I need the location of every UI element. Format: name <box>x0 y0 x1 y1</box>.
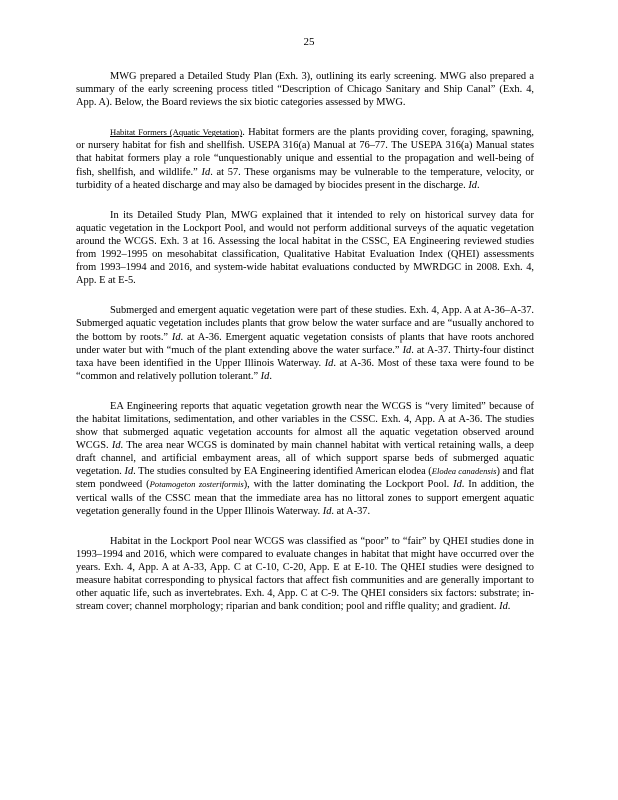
citation-id: Id <box>124 466 134 478</box>
paragraph-text: ), with the latter dominating the Lockport Pool. <box>243 479 454 491</box>
paragraph-text: . at A-36. Most of these taxa were found to be “common and relatively pollution tolerant.” <box>76 357 534 382</box>
paragraph-submerged-emergent <box>76 304 534 383</box>
paragraph-text: In its Detailed Study Plan, MWG explained that it intended to rely on historical survey data for aquatic vegetation in the Lockport Pool, and would not perform additional surveys of the aquatic vegetation around the WCGS. Exh. 3 at 16. Assessing the local habitat in the CSSC, EA Engineering reviewed studies from 1992–1995 on mesohabitat classification, Qualitative Habitat Evaluation Index (QHEI) assessments from 1993–1994 and 2016, and system-wide habitat evaluations conducted by MWRDGC in 2008. Exh. 4, App. E at E-5. <box>76 209 534 287</box>
paragraph-text: MWG prepared a Detailed Study Plan (Exh. 3), outlining its early screening. MWG also prepared a summary of the early screening process titled “Description of Chicago Sanitary and Ship Canal” (Exh. 4, App. A). Below, the Board reviews the six biotic categories assessed by MWG. <box>76 71 534 109</box>
paragraph-study-plan <box>76 70 534 109</box>
paragraph-text: . at 57. These organisms may be vulnerable to the temperature, velocity, or turbidity of a heated discharge and may also be damaged by biocides present in the discharge. <box>76 166 534 191</box>
paragraph-text: ) and flat stem pondweed ( <box>76 466 534 491</box>
section-heading: Habitat Formers (Aquatic Vegetation) <box>110 127 243 138</box>
paragraph-ea-engineering <box>76 400 534 518</box>
paragraph-text: . at A-36. Emergent aquatic vegetation consists of plants that have roots anchored under water but with “much of the plant extending above the water surface.” <box>76 331 534 356</box>
citation-id: Id <box>468 179 477 191</box>
citation-id: Id <box>111 440 121 452</box>
paragraph-text: . The area near WCGS is dominated by main channel habitat with vertical retaining walls, a deep draft channel, and artificial embayment areas, all of which support sparse beds of submerged aquatic vegetation. <box>76 440 534 478</box>
paragraph-habitat-formers <box>76 126 534 191</box>
citation-id: Id <box>171 331 181 343</box>
document-body <box>76 70 534 630</box>
citation-id: Id <box>322 505 332 517</box>
paragraph-text: . <box>507 601 511 613</box>
citation-id: Id <box>324 357 334 369</box>
paragraph-text: . Habitat formers are the plants providing cover, foraging, spawning, or nursery habitat for fish and shellfish. USEPA 316(a) Manual at 76–77. The USEPA 316(a) Manual states that habitat formers play a role “unquestionably unique and essential to the propagation and well-being of fish, shellfish, and wildlife.” <box>76 127 534 178</box>
citation-id: Id <box>402 344 412 356</box>
scientific-name: Elodea canadensis <box>431 466 497 477</box>
paragraph-historical-data <box>76 209 534 288</box>
paragraph-text: Habitat in the Lockport Pool near WCGS was classified as “poor” to “fair” by QHEI studies done in 1993–1994 and 2016, which were compared to evaluate changes in habitat that might have occurred over the years. Exh. 4, App. A at A-33, App. C at C-10, C-20, App. E at E-10. The QHEI studies were designed to measure habitat corresponding to physical factors that affect fish communities and are generally important to other aquatic life, such as invertebrates. Exh. 4, App. C at C-9. The QHEI considers six factors: substrate; in-stream cover; channel morphology; riparian and bank condition; pool and riffle quality; and gradient. <box>76 535 534 613</box>
paragraph-text: . at A-37. Thirty-four distinct taxa have been identified in the Upper Illinois Waterway. <box>76 344 534 369</box>
citation-id: Id <box>201 166 211 178</box>
page-number: 25 <box>303 36 315 48</box>
paragraph-text: . at A-37. <box>331 505 371 517</box>
paragraph-text: . The studies consulted by EA Engineering identified American elodea ( <box>133 466 432 478</box>
paragraph-qhei-habitat <box>76 535 534 614</box>
paragraph-text: EA Engineering reports that aquatic vegetation growth near the WCGS is “very limited” because of the habitat limitations, sedimentation, and other variables in the CSSC. Exh. 4, App. A at A-36. The studies show that submerged aquatic vegetation accounts for almost all the aquatic vegetation observed around WCGS. <box>76 400 534 452</box>
paragraph-text: . <box>269 370 272 382</box>
citation-id: Id <box>260 370 270 382</box>
citation-id: Id <box>453 479 462 491</box>
paragraph-text: . In addition, the vertical walls of the CSSC mean that the immediate area has no littoral zones to support emergent aquatic vegetation generally found in the Upper Illinois Waterway. <box>76 479 535 517</box>
scientific-name: Potamogeton zosteriformis <box>149 479 244 490</box>
paragraph-text: Submerged and emergent aquatic vegetation were part of these studies. Exh. 4, App. A at A-36–A-37. Submerged aquatic vegetation includes plants that grow below the water surface and are “usually anchored to the bottom by roots.” <box>76 305 534 343</box>
citation-id: Id <box>499 601 508 613</box>
paragraph-text: . <box>476 179 480 191</box>
